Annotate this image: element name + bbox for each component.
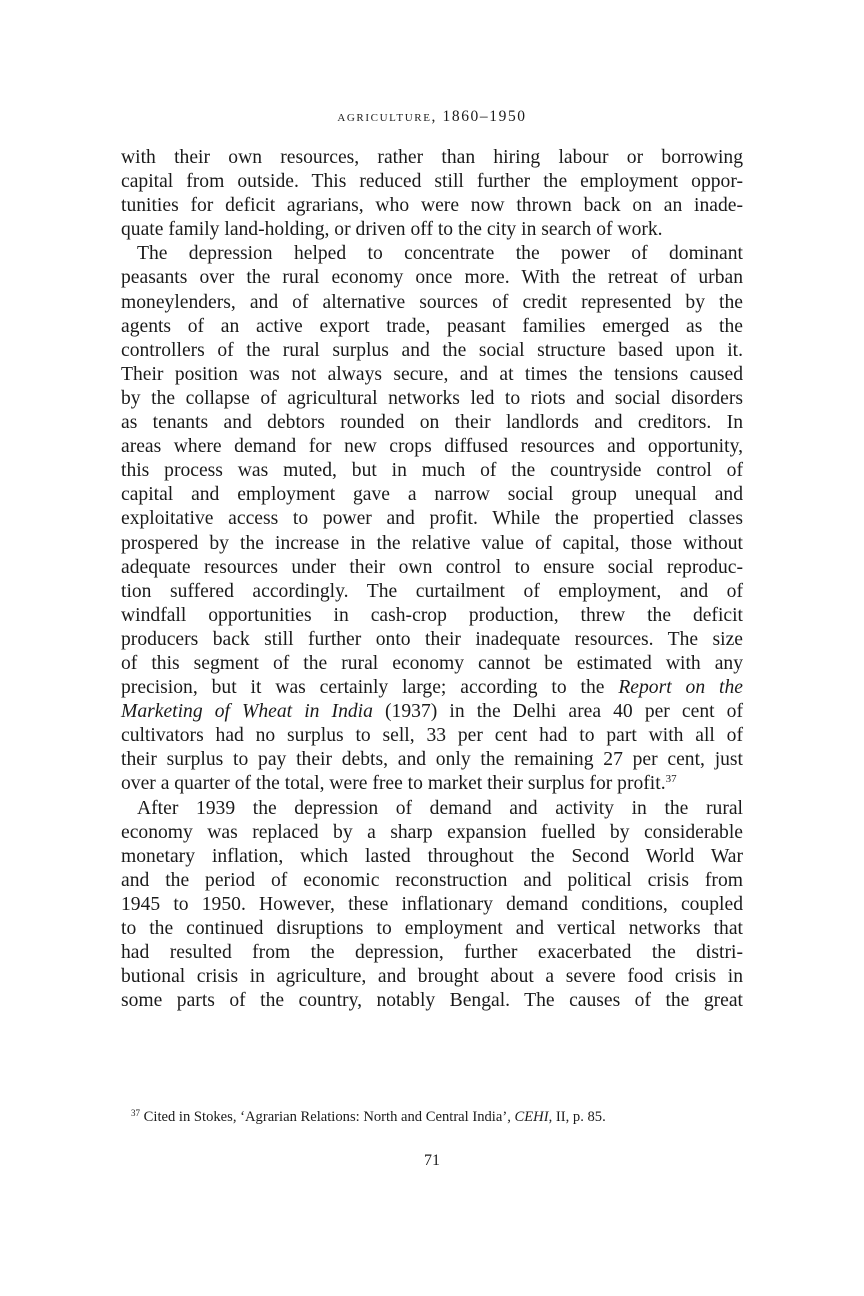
text-line: areas where demand for new crops diffused resources and opportunity, [121,436,743,458]
footnote-number: 37 [131,1108,140,1118]
text-line: as tenants and debtors rounded on their landlords and creditors. In [121,412,743,434]
text-line: capital from outside. This reduced still further the employment oppor- [121,171,743,193]
paragraph-start-line: After 1939 the depression of demand and activity in the rural [137,797,743,819]
text-line: controllers of the rural surplus and the social structure based upon it. [121,339,743,361]
title-year: (1937) [385,701,438,723]
text-line: cultivators had no surplus to sell, 33 per cent had to part with all of [121,725,743,747]
text-line: windfall opportunities in cash-crop production, threw the deficit [121,604,743,626]
running-head: agriculture, 1860–1950 [337,108,527,125]
text-segment: over a quarter of the total, were free to market their surplus for profit. [121,773,666,795]
text-line: by the collapse of agricultural networks led to riots and social disorders [121,387,743,409]
text-line [121,772,743,796]
text-line [121,700,743,724]
text-line [121,676,743,700]
text-line: agents of an active export trade, peasant families emerged as the [121,315,743,337]
text-line: adequate resources under their own control to ensure social reproduc- [121,556,743,578]
text-line: capital and employment gave a narrow social group unequal and [121,484,743,506]
page-number: 71 [424,1152,440,1169]
footnote-text: Cited in Stokes, ‘Agrarian Relations: North and Central India’, [143,1109,511,1125]
text-segment: in the Delhi area 40 per cent of [449,701,743,723]
text-line: producers back still further onto their inadequate resources. The size [121,628,743,650]
body-text [121,146,743,1013]
footnote-reference[interactable]: 37 [665,773,677,786]
text-line: their surplus to pay their debts, and only the remaining 27 per cent, just [121,749,743,771]
footnote-text-end: , II, p. 85. [548,1109,606,1125]
text-line: economy was replaced by a sharp expansion fuelled by considerable [121,821,743,843]
text-line: exploitative access to power and profit. While the propertied classes [121,508,743,530]
italic-title: Report on the [618,677,743,699]
text-segment: precision, but it was certainly large; according to the [121,677,605,699]
footnote-italic: CEHI [514,1109,549,1125]
footnote [131,1108,743,1126]
text-line: with their own resources, rather than hiring labour or borrowing [121,147,743,168]
text-line: Their position was not always secure, and at times the tensions caused [121,363,743,385]
text-line: this process was muted, but in much of the countryside control of [121,460,743,482]
text-line: of this segment of the rural economy cannot be estimated with any [121,652,743,674]
text-line: and the period of economic reconstruction and political crisis from [121,869,743,891]
text-line: prospered by the increase in the relative value of capital, those without [121,532,743,554]
text-line: to the continued disruptions to employment and vertical networks that [121,918,743,939]
text-line: had resulted from the depression, further exacerbated the distri- [121,942,743,964]
text-line: peasants over the rural economy once more. With the retreat of urban [121,267,743,289]
text-line: quate family land-holding, or driven off to the city in search of work. [121,219,663,241]
text-line: butional crisis in agriculture, and brought about a severe food crisis in [121,966,743,988]
text-line: moneylenders, and of alternative sources of credit represented by the [121,291,743,313]
text-line: some parts of the country, notably Bengal. The causes of the great [121,990,743,1012]
text-line: 1945 to 1950. However, these inflationary demand conditions, coupled [121,893,743,915]
text-line: tunities for deficit agrarians, who were now thrown back on an inade- [121,195,743,217]
paragraph-start-line: The depression helped to concentrate the power of dominant [137,243,743,265]
italic-title: Marketing of Wheat in India [121,701,373,723]
text-line: tion suffered accordingly. The curtailment of employment, and of [121,580,743,602]
text-line: monetary inflation, which lasted throughout the Second World War [121,845,743,867]
